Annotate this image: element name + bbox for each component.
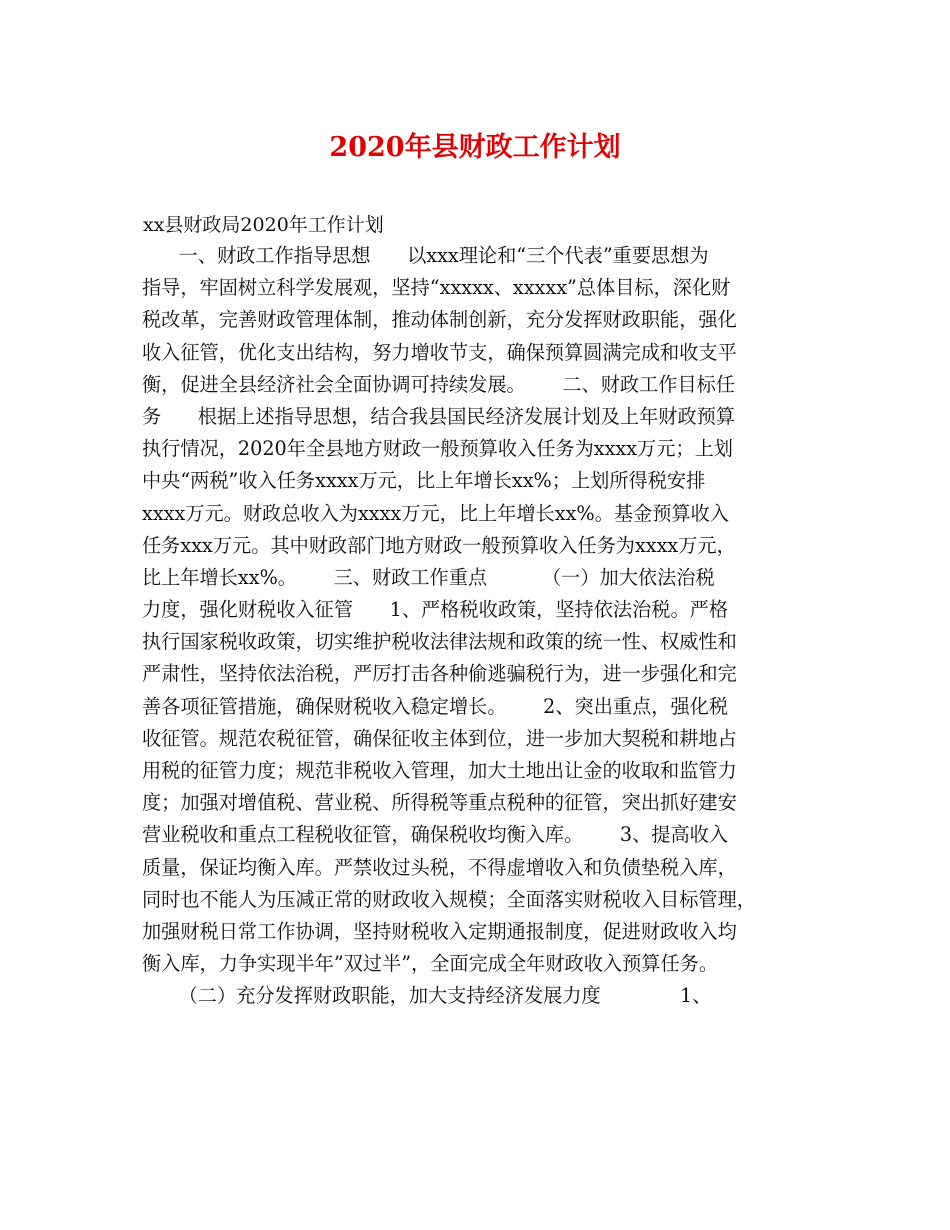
body-line: xxxx万元。财政总收入为xxxx万元，比上年增长xx%。基金预算收入 [142,501,729,525]
document-title: 2020年县财政工作计划 [329,132,621,163]
body-line: 比上年增长xx%。 三、财政工作重点 （一）加大依法治税 [142,565,715,589]
body-line: 任务xxx万元。其中财政部门地方财政一般预算收入任务为xxxx万元， [142,533,736,557]
body-line: 执行情况，2020年全县地方财政一般预算收入任务为xxxx万元；上划 [142,437,733,461]
document-subtitle: xx县财政局2020年工作计划 [143,214,384,236]
body-line: 善各项征管措施，确保财税收入稳定增长。 2、突出重点，强化税 [142,694,729,718]
body-line: 度；加强对增值税、营业税、所得税等重点税种的征管，突出抓好建安 [142,791,737,815]
body-line: 营业税收和重点工程税收征管，确保税收均衡入库。 3、提高收入 [142,823,729,847]
body-line: 加强财税日常工作协调，坚持财税收入定期通报制度，促进财政收入均 [142,919,737,943]
body-line: 税改革，完善财政管理体制，推动体制创新，充分发挥财政职能，强化 [142,308,737,332]
body-line: 用税的征管力度；规范非税收入管理，加大土地出让金的收取和监管力 [142,759,737,782]
body-line: （二）充分发挥财政职能，加大支持经济发展力度 1、 [142,984,712,1008]
body-line: 同时也不能人为压减正常的财政收入规模；全面落实财税收入目标管理， [142,887,756,911]
body-line: 一、财政工作指导思想 以xxx理论和“三个代表”重要思想为 [142,244,709,267]
body-line: 力度，强化财税收入征管 1、严格税收政策，坚持依法治税。严格 [142,598,729,622]
body-line: 严肃性，坚持依法治税，严厉打击各种偷逃骗税行为，进一步强化和完 [142,662,737,686]
body-line: 衡，促进全县经济社会全面协调可持续发展。 二、财政工作目标任 [142,372,736,396]
body-line: 收征管。规范农税征管，确保征收主体到位，进一步加大契税和耕地占 [142,726,737,750]
body-line: 衡入库，力争实现半年”双过半”，全面完成全年财政收入预算任务。 [142,952,719,976]
body-line: 质量，保证均衡入库。严禁收过头税，不得虚增收入和负债垫税入库， [142,855,737,879]
body-line: 中央“两税”收入任务xxxx万元，比上年增长xx%；上划所得税安排 [142,469,706,493]
body-line: 指导，牢固树立科学发展观，坚持“xxxxx、xxxxx”总体目标，深化财 [142,276,731,300]
body-line: 务 根据上述指导思想，结合我县国民经济发展计划及上年财政预算 [142,404,736,428]
body-line: 执行国家税收政策，切实维护税收法律法规和政策的统一性、权威性和 [142,630,737,654]
document-body [142,240,842,1013]
body-line: 收入征管，优化支出结构，努力增收节支，确保预算圆满完成和收支平 [142,340,737,364]
